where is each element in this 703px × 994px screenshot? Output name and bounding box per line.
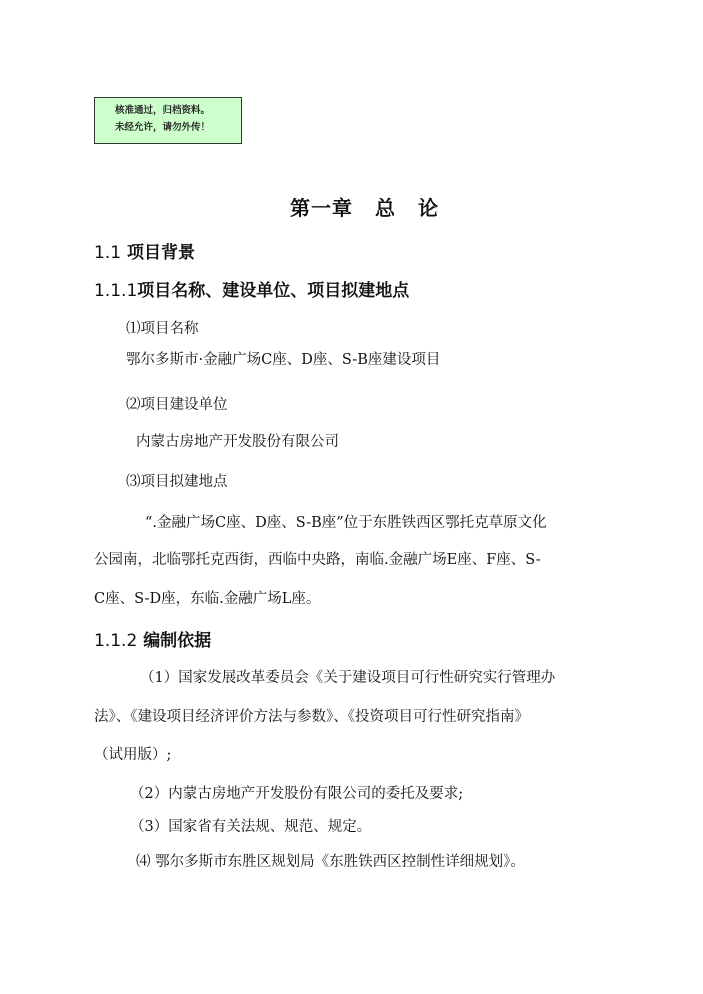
section-title: 项目名称、建设单位、项目拟建地点 xyxy=(137,281,410,301)
location-paragraph-line-2: 公园南，北临鄂托克西街，西临中央路，南临.金融广场E座、F座、S- xyxy=(94,552,541,568)
section-number: 1.1 xyxy=(94,243,122,263)
section-heading-1-1-2 xyxy=(94,626,211,651)
section-number: 1.1.1 xyxy=(94,281,138,301)
basis-item-1-line-2: 法》、《建设项目经济评价方法与参数》、《投资项目可行性研究指南》 xyxy=(94,709,529,725)
location-paragraph-line-3: C座、S-D座，东临.金融广场L座。 xyxy=(94,591,321,607)
basis-item-4: ⑷ 鄂尔多斯市东胜区规划局《东胜铁西区控制性详细规划》。 xyxy=(136,854,525,870)
chapter-number: 第一章 xyxy=(290,196,353,220)
basis-item-2: （2）内蒙古房地产开发股份有限公司的委托及要求; xyxy=(130,786,464,802)
section-number: 1.1.2 xyxy=(94,631,138,651)
stamp-line-1: 核准通过，归档资料。 xyxy=(115,105,211,116)
section-heading-1-1 xyxy=(94,238,195,263)
item-value-project-name: 鄂尔多斯市·金融广场C座、D座、S-B座建设项目 xyxy=(126,352,441,368)
location-paragraph-line-1: “.金融广场C座、D座、S-B座”位于东胜铁西区鄂托克草原文化 xyxy=(145,515,547,531)
item-label-project-name: ⑴项目名称 xyxy=(126,321,199,337)
stamp-line-2: 未经允许，请勿外传！ xyxy=(115,122,211,133)
section-title: 编制依据 xyxy=(143,631,212,651)
basis-item-1-line-1: （1）国家发展改革委员会《关于建设项目可行性研究实行管理办 xyxy=(140,670,556,686)
item-label-builder: ⑵项目建设单位 xyxy=(126,397,228,413)
basis-item-1-line-3: （试用版）; xyxy=(94,747,172,763)
chapter-title-part-2: 论 xyxy=(418,196,439,220)
item-label-location: ⑶项目拟建地点 xyxy=(126,474,228,490)
basis-item-3: （3）国家省有关法规、规范、规定。 xyxy=(130,819,372,835)
section-title: 项目背景 xyxy=(126,243,195,263)
chapter-title-part-1: 总 xyxy=(375,196,396,220)
approval-stamp xyxy=(94,97,242,144)
section-heading-1-1-1 xyxy=(94,276,409,301)
chapter-title xyxy=(290,192,439,221)
item-value-builder: 内蒙古房地产开发股份有限公司 xyxy=(136,434,339,450)
